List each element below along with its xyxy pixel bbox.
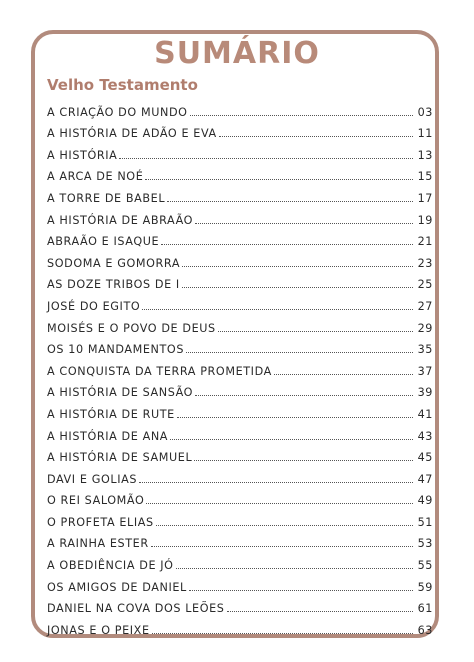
dot-leader <box>156 525 413 526</box>
dot-leader <box>177 417 413 418</box>
toc-entry[interactable] <box>47 594 433 616</box>
toc-entry[interactable] <box>47 572 433 594</box>
dot-leader <box>146 503 413 504</box>
toc-entry-title: A HISTÓRIA DE SANSÃO <box>47 386 194 400</box>
toc-entry-page-number: 51 <box>417 515 433 529</box>
toc-entry-page-number: 45 <box>417 451 433 465</box>
dot-leader <box>274 374 413 375</box>
toc-entry[interactable] <box>47 615 433 637</box>
toc-entry-title: O REI SALOMÃO <box>47 494 145 508</box>
toc-entry[interactable] <box>47 550 433 572</box>
toc-entry-page-number: 39 <box>417 386 433 400</box>
dot-leader <box>195 223 413 224</box>
toc-entry-title: A TORRE DE BABEL <box>47 191 166 205</box>
dot-leader <box>176 568 413 569</box>
toc-entry-title: A HISTÓRIA DE ANA <box>47 429 169 443</box>
toc-entry[interactable] <box>47 443 433 465</box>
toc-entry-page-number: 47 <box>417 472 433 486</box>
toc-entry-page-number: 03 <box>417 105 433 119</box>
toc-entry-title: DAVI E GOLIAS <box>47 472 138 486</box>
toc-entry-title: MOISÉS E O POVO DE DEUS <box>47 321 216 335</box>
toc-entry-page-number: 61 <box>417 602 433 616</box>
toc-entry-page-number: 23 <box>417 256 433 270</box>
toc-entry[interactable] <box>47 227 433 249</box>
toc-entry-page-number: 19 <box>417 213 433 227</box>
toc-entry-page-number: 37 <box>417 364 433 378</box>
toc-entry-page-number: 15 <box>417 170 433 184</box>
toc-entry-title: A ARCA DE NOÉ <box>47 170 144 184</box>
toc-entry-page-number: 21 <box>417 235 433 249</box>
toc-entry-page-number: 53 <box>417 537 433 551</box>
toc-entry-page-number: 63 <box>417 623 433 637</box>
toc-entry[interactable] <box>47 162 433 184</box>
section-heading: Velho Testamento <box>47 76 198 94</box>
toc-entry-page-number: 13 <box>417 148 433 162</box>
toc-entry-page-number: 17 <box>417 191 433 205</box>
toc-entry[interactable] <box>47 464 433 486</box>
toc-entry-title: O PROFETA ELIAS <box>47 515 154 529</box>
dot-leader <box>170 439 413 440</box>
dot-leader <box>161 244 413 245</box>
toc-entry[interactable] <box>47 97 433 119</box>
toc-entry-title: A CRIAÇÃO DO MUNDO <box>47 105 188 119</box>
toc-entry-title: A HISTÓRIA <box>47 148 118 162</box>
dot-leader <box>139 482 413 483</box>
toc-entry-title: A RAINHA ESTER <box>47 537 149 551</box>
toc-entry[interactable] <box>47 507 433 529</box>
toc-entry-title: JOSÉ DO EGITO <box>47 299 141 313</box>
toc-entry-page-number: 25 <box>417 278 433 292</box>
toc-entry[interactable] <box>47 248 433 270</box>
toc-entry-page-number: 11 <box>417 127 433 141</box>
toc-entry[interactable] <box>47 183 433 205</box>
dot-leader <box>186 352 413 353</box>
dot-leader <box>167 201 413 202</box>
toc-entry[interactable] <box>47 486 433 508</box>
toc-entry[interactable] <box>47 356 433 378</box>
dot-leader <box>145 179 413 180</box>
toc-entry-page-number: 55 <box>417 559 433 573</box>
toc-entry[interactable] <box>47 378 433 400</box>
toc-entry[interactable] <box>47 140 433 162</box>
toc-entry-title: JONAS E O PEIXE <box>47 623 150 637</box>
dot-leader <box>218 331 413 332</box>
toc-entry-title: A HISTÓRIA DE ABRAÃO <box>47 213 194 227</box>
dot-leader <box>119 158 413 159</box>
toc-entry[interactable] <box>47 270 433 292</box>
toc-entry-title: SODOMA E GOMORRA <box>47 256 181 270</box>
toc-entry-page-number: 49 <box>417 494 433 508</box>
dot-leader <box>152 633 413 634</box>
toc-entry[interactable] <box>47 529 433 551</box>
toc-entry[interactable] <box>47 421 433 443</box>
dot-leader <box>182 287 413 288</box>
toc-entry-page-number: 41 <box>417 407 433 421</box>
toc-entry[interactable] <box>47 291 433 313</box>
toc-entry-title: DANIEL NA COVA DOS LEÕES <box>47 602 225 616</box>
toc-entry[interactable] <box>47 313 433 335</box>
toc-entry-title: A HISTÓRIA DE RUTE <box>47 407 175 421</box>
toc-entry-title: OS 10 MANDAMENTOS <box>47 343 185 357</box>
toc-entry-page-number: 59 <box>417 580 433 594</box>
toc-entry[interactable] <box>47 335 433 357</box>
toc-entry-title: A OBEDIÊNCIA DE JÓ <box>47 559 174 573</box>
dot-leader <box>227 611 414 612</box>
dot-leader <box>194 460 413 461</box>
toc-entry-title: AS DOZE TRIBOS DE I <box>47 278 180 292</box>
toc-entry-page-number: 29 <box>417 321 433 335</box>
dot-leader <box>219 136 413 137</box>
toc-entry-title: A HISTÓRIA DE ADÃO E EVA <box>47 127 217 141</box>
toc-entry-page-number: 35 <box>417 343 433 357</box>
dot-leader <box>195 395 413 396</box>
toc-entry-page-number: 27 <box>417 299 433 313</box>
dot-leader <box>189 590 413 591</box>
page-title: SUMÁRIO <box>154 36 320 71</box>
toc-entry[interactable] <box>47 205 433 227</box>
toc-entry[interactable] <box>47 399 433 421</box>
dot-leader <box>151 546 413 547</box>
toc-entry-title: A HISTÓRIA DE SAMUEL <box>47 451 193 465</box>
toc-entry-title: A CONQUISTA DA TERRA PROMETIDA <box>47 364 272 378</box>
dot-leader <box>190 115 413 116</box>
toc-entry-title: ABRAÃO E ISAQUE <box>47 235 160 249</box>
toc-entry[interactable] <box>47 119 433 141</box>
dot-leader <box>182 266 413 267</box>
table-of-contents <box>47 97 433 637</box>
dot-leader <box>142 309 413 310</box>
toc-entry-page-number: 43 <box>417 429 433 443</box>
toc-entry-title: OS AMIGOS DE DANIEL <box>47 580 187 594</box>
